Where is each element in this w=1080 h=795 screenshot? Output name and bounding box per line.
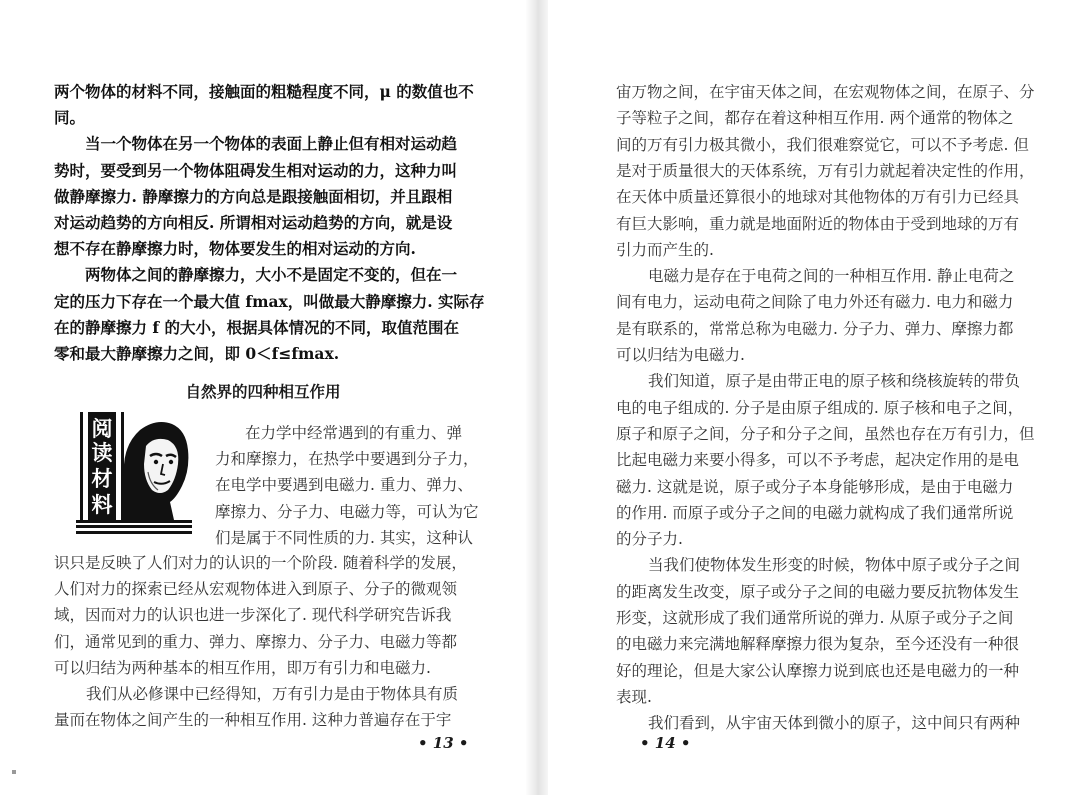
badge-base [76, 520, 192, 534]
text-line: 引力而产生的. [616, 240, 714, 259]
text-line: 是对于质量很大的天体系统，万有引力就起着决定性的作用， [616, 161, 1035, 180]
text-line: 同。 [54, 108, 86, 128]
text-line: 电磁力是存在于电荷之间的一种相互作用. 静止电荷之 [648, 267, 1015, 286]
badge-char: 阅 [91, 417, 113, 441]
reading-material-badge [76, 412, 192, 536]
text-line: 的电磁力来完满地解释摩擦力很为复杂，至今还没有一种很 [616, 635, 1020, 654]
book-gutter [526, 0, 548, 795]
text-line: 好的理论，但是大家公认摩擦力说到底也还是电磁力的一种 [616, 661, 1020, 680]
scan-speck [12, 770, 16, 774]
text-line: 在力学中经常遇到的有重力、弹 [245, 424, 463, 442]
text-line: 两物体之间的静摩擦力，大小不是固定不变的，但在一 [85, 265, 458, 285]
text-line: 在的静摩擦力 f 的大小，根据具体情况的不同，取值范围在 [54, 317, 459, 337]
right-page [548, 0, 1080, 795]
text-line: 可以归结为两种基本的相互作用，即万有引力和电磁力. [54, 658, 431, 677]
text-line: 形变，这就形成了我们通常所说的弹力. 从原子或分子之间 [616, 609, 1014, 627]
text-line: 当一个物体在另一个物体的表面上静止但有相对运动趋 [85, 134, 458, 154]
text-line: 的距离发生改变，原子或分子之间的电磁力要反抗物体发生 [616, 582, 1020, 601]
text-line: 比起电磁力来要小得多，可以不予考虑，起决定作用的是电 [616, 451, 1020, 470]
text-line: 量而在物体之间产生的一种相互作用. 这种力普遍存在于宇 [54, 711, 452, 730]
text-line: 识只是反映了人们对力的认识的一个阶段. 随着科学的发展， [54, 554, 467, 572]
badge-stripe-left [80, 412, 83, 522]
text-line: 两个物体的材料不同，接触面的粗糙程度不同，μ 的数值也不 [54, 82, 474, 101]
text-line: 可以归结为电磁力. [616, 346, 745, 364]
text-line: 间的万有引力极其微小，我们很难察觉它，可以不予考虑. 但 [616, 135, 1029, 154]
text-line: 表现. [616, 687, 652, 706]
text-line: 定的压力下存在一个最大值 fmax，叫做最大静摩擦力. 实际存 [54, 291, 485, 311]
badge-char: 料 [91, 493, 113, 517]
portrait-icon [120, 416, 190, 520]
text-line: 们是属于不同性质的力. 其实，这种认 [215, 528, 473, 547]
text-line: 我们知道，原子是由带正电的原子核和绕核旋转的带负 [648, 372, 1021, 391]
text-line: 势时，要受到另一个物体阻碍发生相对运动的力，这种力叫 [54, 160, 458, 180]
badge-char: 读 [91, 441, 113, 465]
text-line: 想不存在静摩擦力时，物体要发生的相对运动的方向. [54, 239, 416, 259]
text-line: 宙万物之间，在宇宙天体之间，在宏观物体之间，在原子、分 [616, 83, 1035, 101]
text-line: 力和摩擦力，在热学中要遇到分子力， [215, 450, 479, 469]
text-line: 零和最大静摩擦力之间，即 0＜f≤fmax. [54, 344, 340, 363]
text-line: 磁力. 这就是说，原子或分子本身能够形成，是由于电磁力 [616, 477, 1014, 496]
text-line: 间有电力，运动电荷之间除了电力外还有磁力. 电力和磁力 [616, 293, 1014, 312]
text-line: 原子和原子之间，分子和分子之间，虽然也存在万有引力，但 [616, 424, 1035, 443]
badge-char: 材 [91, 467, 113, 491]
text-line: 有巨大影响，重力就是地面附近的物体由于受到地球的万有 [616, 214, 1020, 233]
text-line: 在天体中质量还算很小的地球对其他物体的万有引力已经具 [616, 188, 1020, 207]
text-line: 们，通常见到的重力、弹力、摩擦力、分子力、电磁力等都 [54, 632, 458, 651]
text-line: 的分子力. [616, 530, 683, 549]
text-line: 是有联系的，常常总称为电磁力. 分子力、弹力、摩擦力都 [616, 319, 1014, 338]
text-line: 我们看到，从宇宙天体到微小的原子，这中间只有两种 [648, 714, 1021, 733]
text-line: 人们对力的探索已经从宏观物体进入到原子、分子的微观领 [54, 580, 458, 599]
text-line: 摩擦力、分子力、电磁力等，可认为它 [215, 502, 479, 521]
text-line: 我们从必修课中已经得知，万有引力是由于物体具有质 [86, 685, 459, 703]
text-line: 对运动趋势的方向相反. 所谓相对运动趋势的方向，就是设 [54, 213, 453, 232]
text-line: 当我们使物体发生形变的时候，物体中原子或分子之间 [648, 556, 1021, 575]
text-line: 的作用. 而原子或分子之间的电磁力就构成了我们通常所说 [616, 503, 1014, 522]
text-line: 在电学中要遇到电磁力. 重力、弹力、 [215, 476, 473, 495]
left-page [0, 0, 526, 795]
text-line: 做静摩擦力. 静摩擦力的方向总是跟接触面相切，并且跟相 [54, 186, 453, 206]
text-line: 子等粒子之间，都存在着这种相互作用. 两个通常的物体之 [616, 109, 1014, 128]
page-number-left: • 13 • [418, 734, 469, 752]
text-line: 电的电子组成的. 分子是由原子组成的. 原子核和电子之间， [616, 398, 1024, 417]
page-number-right: • 14 • [640, 734, 691, 752]
section-heading: 自然界的四种相互作用 [185, 383, 341, 401]
text-line: 域，因而对力的认识也进一步深化了. 现代科学研究告诉我 [54, 606, 452, 625]
